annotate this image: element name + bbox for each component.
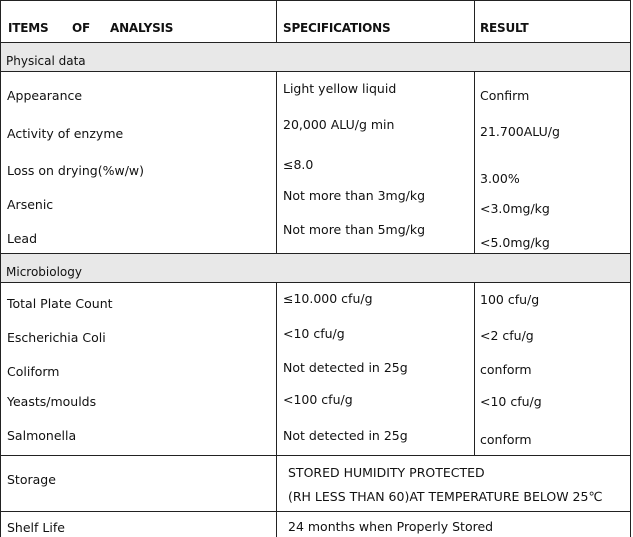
header-items-word1: ITEMS: [8, 21, 49, 35]
micro-section-band: [0, 254, 630, 282]
row-result-loss-on-drying: 3.00%: [480, 171, 520, 186]
rule-col2-micro: [474, 282, 475, 456]
row-result-appearance: Confirm: [480, 88, 530, 103]
row-spec-appearance: Light yellow liquid: [283, 81, 397, 96]
rule-top: [0, 0, 631, 1]
row-result-yeasts-moulds: <10 cfu/g: [480, 394, 542, 409]
header-specifications: SPECIFICATIONS: [283, 21, 391, 35]
rule-col1-physical: [276, 71, 277, 254]
row-result-lead: <5.0mg/kg: [480, 235, 550, 250]
rule-micro-bottom: [0, 282, 631, 283]
row-item-arsenic: Arsenic: [7, 197, 54, 212]
storage-label: Storage: [7, 472, 56, 487]
rule-col2-physical: [474, 71, 475, 254]
header-items-word2: OF: [72, 21, 90, 35]
row-spec-enzyme: 20,000 ALU/g min: [283, 117, 395, 132]
row-spec-coliform: Not detected in 25g: [283, 360, 408, 375]
row-spec-arsenic: Not more than 3mg/kg: [283, 188, 426, 203]
row-item-enzyme: Activity of enzyme: [7, 126, 124, 141]
rule-col1-storage: [276, 455, 277, 537]
row-spec-total-plate-count: ≤10.000 cfu/g: [283, 291, 373, 306]
rule-header-bottom: [0, 42, 631, 43]
row-result-arsenic: <3.0mg/kg: [480, 201, 550, 216]
row-spec-lead: Not more than 5mg/kg: [283, 222, 426, 237]
row-item-yeasts-moulds: Yeasts/moulds: [7, 394, 97, 409]
rule-col2-header: [474, 0, 475, 43]
row-item-escherichia-coli: Escherichia Coli: [7, 330, 106, 345]
row-item-salmonella: Salmonella: [7, 428, 77, 443]
rule-storage-end: [0, 511, 631, 512]
rule-right: [630, 0, 631, 537]
section-micro-title: Microbiology: [6, 265, 82, 279]
rule-micro-end: [0, 455, 631, 456]
row-spec-salmonella: Not detected in 25g: [283, 428, 408, 443]
physical-section-band: [0, 43, 630, 71]
row-result-escherichia-coli: <2 cfu/g: [480, 328, 534, 343]
row-result-coliform: conform: [480, 362, 532, 377]
row-spec-yeasts-moulds: <100 cfu/g: [283, 392, 353, 407]
row-item-loss-on-drying: Loss on drying(%w/w): [7, 163, 145, 178]
rule-col1-header: [276, 0, 277, 43]
row-item-coliform: Coliform: [7, 364, 60, 379]
storage-line2: (RH LESS THAN 60)AT TEMPERATURE BELOW 25℃: [288, 489, 603, 504]
row-result-salmonella: conform: [480, 432, 532, 447]
row-spec-escherichia-coli: <10 cfu/g: [283, 326, 345, 341]
row-spec-loss-on-drying: ≤8.0: [283, 157, 314, 172]
rule-left: [0, 0, 1, 537]
section-physical-title: Physical data: [6, 54, 86, 68]
row-item-appearance: Appearance: [7, 88, 83, 103]
header-result: RESULT: [480, 21, 529, 35]
rule-physical-bottom: [0, 71, 631, 72]
shelf-life-value: 24 months when Properly Stored: [288, 519, 494, 534]
rule-physical-end: [0, 253, 631, 254]
header-items-word3: ANALYSIS: [110, 21, 174, 35]
storage-line1: STORED HUMIDITY PROTECTED: [288, 465, 485, 480]
shelf-life-label: Shelf Life: [7, 520, 65, 535]
row-result-enzyme: 21.700ALU/g: [480, 124, 560, 139]
row-item-total-plate-count: Total Plate Count: [7, 296, 113, 311]
row-item-lead: Lead: [7, 231, 38, 246]
rule-col1-micro: [276, 282, 277, 456]
row-result-total-plate-count: 100 cfu/g: [480, 292, 540, 307]
